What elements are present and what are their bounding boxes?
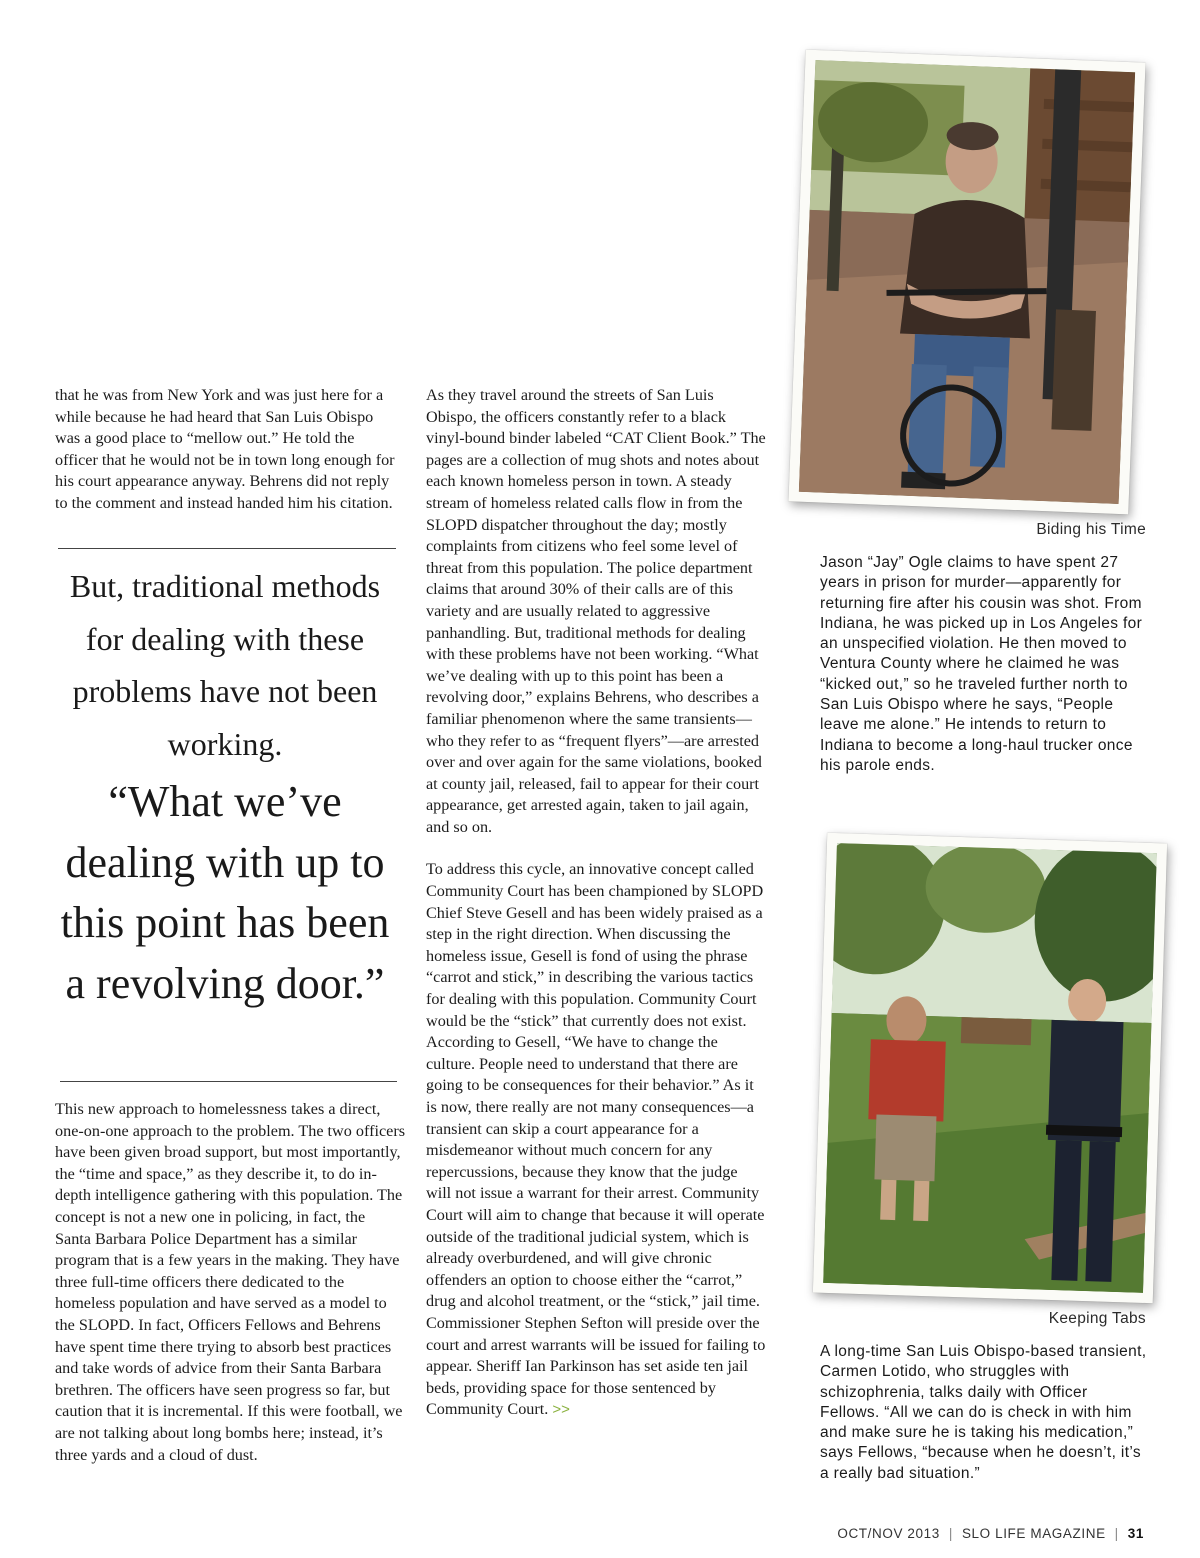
pullquote-quote: “What we’ve dealing with up to this point has been a revolving door.”: [60, 777, 390, 1008]
continue-arrow-icon: >>: [552, 1401, 570, 1419]
officer-park-photo: [823, 843, 1157, 1293]
column2-paragraph-2-text: To address this cycle, an innovative concept called Community Court has been championed by SLOPD Chief Steve Gesell and has been widely praised as a step in the right direction. When discussing the homeless issue, Gesell is fond of using the phrase “carrot and stick,” in describing the various tactics for dealing with this population. Community Court would be the “stick” that currently does not exist. According to Gesell, “We have to change the culture. People need to understand that there are going to be consequences for their behavior.” As it is now, there really are not many consequences—a transient can skip a court appearance for a misdemeanor without much concern for any repercussions, because they know that the judge will not issue a warrant for their arrest. Community Court will aim to change that because it will operate outside of the traditional judicial system, which is already overburdened, and will give chronic offenders an option to choose either the “carrot,” drug and alcohol treatment, or the “stick,” jail time. Commissioner Stephen Sefton will preside over the court and arrest warrants will be issued for failing to appear. Sheriff Ian Parkinson has set aside ten jail beds, providing space for those sentenced by Community Court.: [426, 860, 766, 1419]
photo2-caption-title: Keeping Tabs: [1048, 1310, 1146, 1327]
footer-separator: |: [1114, 1526, 1119, 1541]
photo-biding-his-time: [788, 50, 1145, 515]
photo1-caption-text: Jason “Jay” Ogle claims to have spent 27 years in prison for murder—apparently for returning fire after his cousin was shot. From Indiana, he was picked up in Los Angeles for an unspecified violation. He then moved to Ventura County where he claimed he was “kicked out,” so he traveled further north to San Luis Obispo where he says, “People leave me alone.” He intends to return to Indiana to become a long-haul trucker once his parole ends.: [820, 554, 1143, 774]
column2-paragraph-2: [426, 859, 766, 1420]
photo1-caption-title: Biding his Time: [1036, 521, 1146, 538]
pullquote-lead: But, traditional methods for dealing with these problems have not been working.: [69, 568, 381, 762]
column1-top-text: [55, 385, 400, 515]
column2-text: [426, 385, 766, 1421]
pullquote: [50, 560, 400, 1014]
photo2-caption-text: A long-time San Luis Obispo-based transient, Carmen Lotido, who struggles with schizophrenia, talks daily with Officer Fellows. “All we can do is check in with him and make sure he is taking his medication,” says Fellows, “because when he doesn’t, it’s a really bad situation.”: [820, 1343, 1147, 1482]
footer-publication: SLO LIFE MAGAZINE: [961, 1526, 1106, 1541]
pullquote-bottom-rule: [60, 1081, 397, 1082]
page-footer: [837, 1526, 1144, 1541]
page-number: 31: [1127, 1526, 1144, 1541]
column1-bottom-text: [55, 1099, 405, 1466]
photo-keeping-tabs: [813, 833, 1167, 1303]
column1-bottom-paragraph: This new approach to homelessness takes a direct, one-on-one approach to the problem. The two officers have been given broad support, but most importantly, the “time and space,” as they describe it, to do in-depth intelligence gathering with this population. The concept is not a new one in policing, in fact, the Santa Barbara Police Department has a similar program that is a few years in the making. They have three full-time officers there dedicated to the homeless population and have served as a model to the SLOPD. In fact, Officers Fellows and Behrens have spent time there trying to absorb best practices and take words of advice from their Santa Barbara brethren. The officers have seen progress so far, but caution that it is incremental. If this were football, we are not talking about long bombs here; instead, it’s three yards and a cloud of dust.: [55, 1100, 406, 1464]
footer-issue: OCT/NOV 2013: [837, 1526, 940, 1541]
pullquote-top-rule: [58, 548, 396, 549]
column1-top-paragraph: that he was from New York and was just here for a while because he had heard that San Luis Obispo was a good place to “mellow out.” He told the officer that he would not be in town long enough for his court appearance anyway. Behrens did not reply to the comment and instead handed him his citation.: [55, 386, 395, 512]
column2-paragraph-1: As they travel around the streets of San Luis Obispo, the officers constantly refer to a black vinyl-bound binder labeled “CAT Client Book.” The pages are a collection of mug shots and notes about each known homeless person in town. A steady stream of homeless related calls flow in from the SLOPD dispatcher throughout the day; mostly complaints from citizens who feel some level of threat from this population. The police department claims that around 30% of their calls are of this variety and are usually related to aggressive panhandling. But, traditional methods for dealing with these problems have not been working. “What we’ve dealing with up to this point has been a revolving door,” explains Behrens, who describes a familiar phenomenon where the same transients—who they refer to as “frequent flyers”—are arrested over and over again for the same violations, booked at county jail, released, fail to appear for their court appearance, get arrested again, taken to jail again, and so on.: [426, 386, 766, 836]
footer-separator: |: [948, 1526, 953, 1541]
bicycle-man-photo: [799, 60, 1135, 504]
